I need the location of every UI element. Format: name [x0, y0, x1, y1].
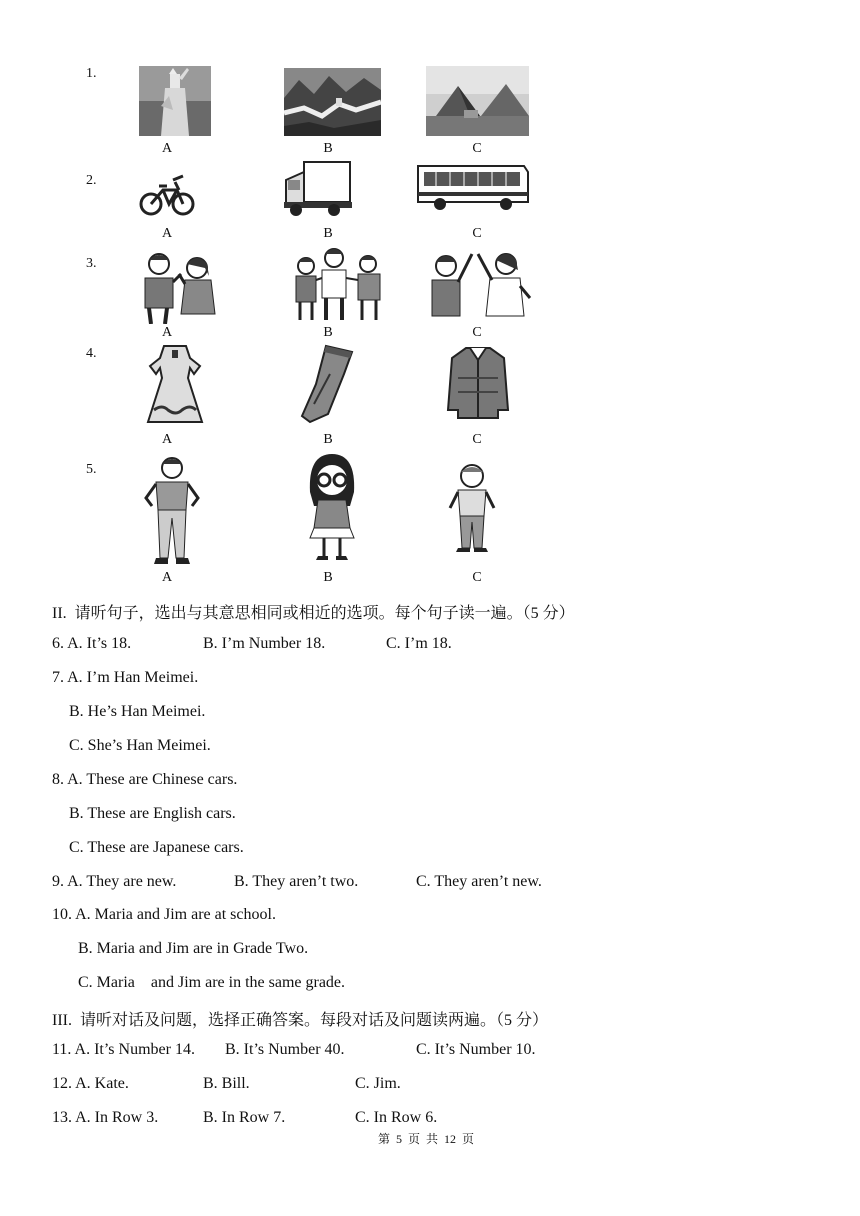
section-2-heading: II. 请听句子，选出与其意思相同或相近的选项。每个句子读一遍。（5 分） — [52, 605, 575, 622]
q8-option-a: 8. A. These are Chinese cars. — [52, 771, 238, 788]
q6-option-c: C. I’m 18. — [386, 635, 452, 652]
girl-with-glasses-image — [304, 452, 360, 562]
trousers-image — [300, 344, 354, 424]
option-label-2a: A — [161, 226, 173, 241]
q10-option-a: 10. A. Maria and Jim are at school. — [52, 906, 276, 923]
question-number-3: 3. — [86, 256, 97, 271]
q12-option-c: C. Jim. — [355, 1075, 401, 1092]
option-label-4a: A — [161, 432, 173, 447]
pyramids-image — [426, 66, 529, 136]
q8-option-c: C. These are Japanese cars. — [69, 839, 244, 856]
option-label-3c: C — [472, 325, 482, 340]
question-number-5: 5. — [86, 462, 97, 477]
question-number-4: 4. — [86, 346, 97, 361]
q11-option-b: B. It’s Number 40. — [225, 1041, 345, 1058]
statue-of-liberty-image — [139, 66, 211, 136]
option-label-2c: C — [472, 226, 482, 241]
q7-option-a: 7. A. I’m Han Meimei. — [52, 669, 199, 686]
q7-option-b: B. He’s Han Meimei. — [69, 703, 206, 720]
option-label-2b: B — [323, 226, 333, 241]
q13-option-b: B. In Row 7. — [203, 1109, 286, 1126]
q13-option-c: C. In Row 6. — [355, 1109, 438, 1126]
tall-man-image — [140, 454, 204, 566]
option-label-4c: C — [472, 432, 482, 447]
q9-option-b: B. They aren’t two. — [234, 873, 359, 890]
q7-option-c: C. She’s Han Meimei. — [69, 737, 211, 754]
great-wall-image — [284, 68, 381, 136]
q11-option-c: C. It’s Number 10. — [416, 1041, 536, 1058]
q6-option-a: 6. A. It’s 18. — [52, 635, 132, 652]
option-label-1b: B — [323, 141, 333, 156]
option-label-5c: C — [472, 570, 482, 585]
option-label-5b: B — [323, 570, 333, 585]
q10-option-c: C. Maria and Jim are in the same grade. — [78, 974, 346, 991]
bicycle-image — [139, 168, 195, 218]
option-label-3a: A — [161, 325, 173, 340]
q8-option-b: B. These are English cars. — [69, 805, 236, 822]
question-number-2: 2. — [86, 173, 97, 188]
option-label-5a: A — [161, 570, 173, 585]
short-boy-image — [446, 460, 498, 554]
option-label-3b: B — [323, 325, 333, 340]
three-kids-image — [294, 244, 384, 322]
page-footer: 第 5 页 共 12 页 — [378, 1132, 475, 1146]
option-label-1c: C — [472, 141, 482, 156]
q10-option-b: B. Maria and Jim are in Grade Two. — [78, 940, 309, 957]
section-3-heading: III. 请听对话及问题，选择正确答案。每段对话及问题读两遍。（5 分） — [52, 1012, 548, 1029]
question-number-1: 1. — [86, 66, 97, 81]
dress-image — [146, 344, 204, 424]
high-five-image — [428, 246, 532, 322]
q9-option-a: 9. A. They are new. — [52, 873, 177, 890]
q11-option-a: 11. A. It’s Number 14. — [52, 1041, 195, 1058]
q9-option-c: C. They aren’t new. — [416, 873, 542, 890]
option-label-1a: A — [161, 141, 173, 156]
boy-girl-greeting-image — [139, 248, 218, 324]
q6-option-b: B. I’m Number 18. — [203, 635, 326, 652]
truck-image — [284, 158, 352, 220]
jacket-image — [446, 344, 510, 420]
q13-option-a: 13. A. In Row 3. — [52, 1109, 159, 1126]
option-label-4b: B — [323, 432, 333, 447]
q12-option-b: B. Bill. — [203, 1075, 250, 1092]
q12-option-a: 12. A. Kate. — [52, 1075, 129, 1092]
bus-image — [416, 160, 529, 212]
